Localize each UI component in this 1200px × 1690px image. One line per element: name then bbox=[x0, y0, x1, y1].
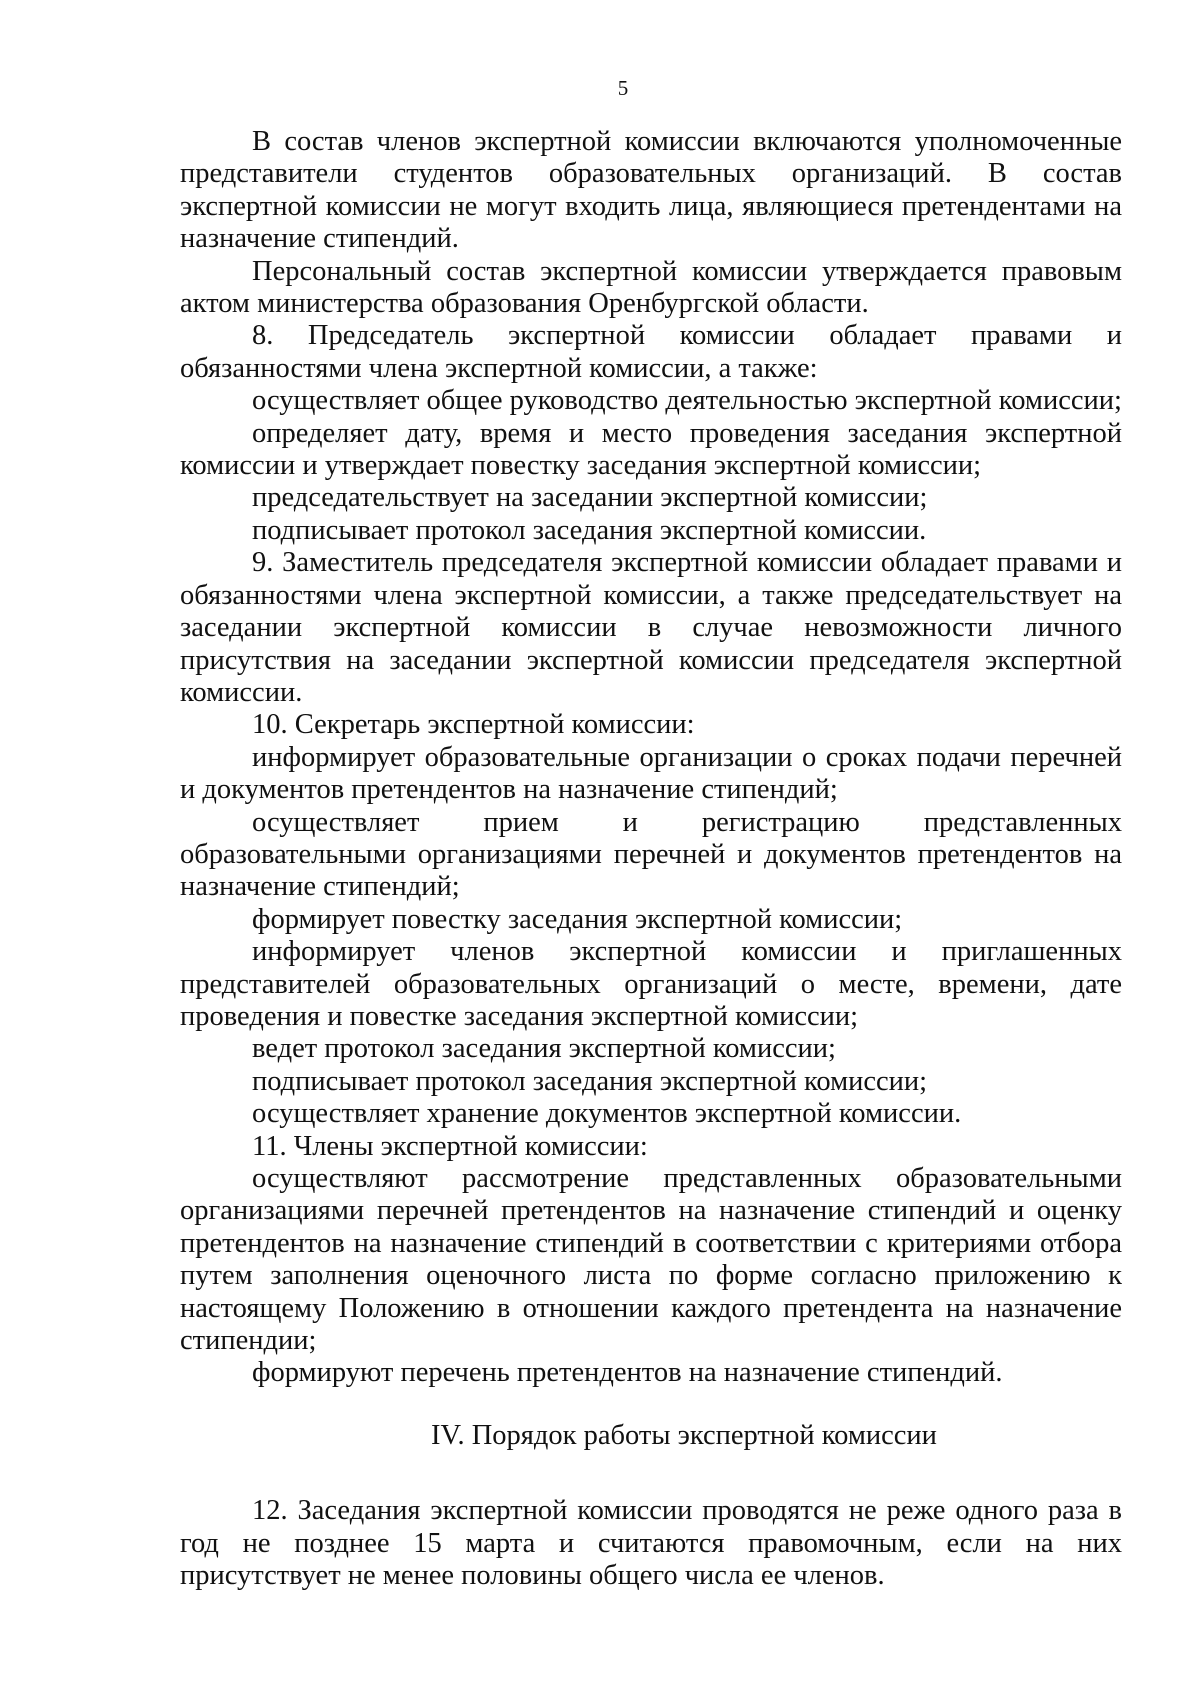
paragraph-secretary-duty-register-documents: осуществляет прием и регистрацию представленных образовательными организациями перечней и документов претендентов на назначение стипендий; bbox=[180, 806, 1122, 903]
page-number: 5 bbox=[617, 76, 629, 100]
paragraph-item-12-meetings: 12. Заседания экспертной комиссии проводятся не реже одного раза в год не позднее 15 марта и считаются правомочным, если на них присутствует не менее половины общего числа ее членов. bbox=[180, 1495, 1122, 1592]
paragraph-secretary-duty-agenda: формирует повестку заседания экспертной комиссии; bbox=[252, 903, 903, 935]
paragraph-chairman-duty-general-management: осуществляет общее руководство деятельностью экспертной комиссии; bbox=[252, 385, 1122, 417]
paragraph-chairman-duty-sign-protocol: подписывает протокол заседания экспертной комиссии. bbox=[252, 514, 927, 546]
paragraph-secretary-duty-sign-protocol: подписывает протокол заседания экспертной комиссии; bbox=[252, 1065, 928, 1097]
document-body bbox=[180, 126, 1122, 1592]
paragraph-secretary-duty-inform-members: информирует членов экспертной комиссии и приглашенных представителей образовательных организаций о месте, времени, дате проведения и повестке заседания экспертной комиссии; bbox=[180, 936, 1122, 1032]
paragraph-members-duty-form-list: формируют перечень претендентов на назначение стипендий. bbox=[252, 1357, 1003, 1389]
paragraph-item-8-chairman: 8. Председатель экспертной комиссии обладает правами и обязанностями члена экспертной комиссии, а также: bbox=[180, 320, 1122, 384]
paragraph-secretary-duty-keep-protocol: ведет протокол заседания экспертной комиссии; bbox=[252, 1033, 836, 1065]
paragraph-commission-composition: В состав членов экспертной комиссии включаются уполномоченные представители студентов образовательных организаций. В состав экспертной комиссии не могут входить лица, являющиеся претендентами на назначение стипендий. bbox=[180, 126, 1122, 255]
paragraph-secretary-duty-store-documents: осуществляет хранение документов экспертной комиссии. bbox=[252, 1098, 962, 1130]
paragraph-members-duty-review: осуществляют рассмотрение представленных образовательными организациями перечней претендентов на назначение стипендий и оценку претендентов на назначение стипендий в соответствии с критериями отбора путем заполнения оценочного листа по форме согласно приложению к настоящему Положению в отношении каждого претендента на назначение стипендии; bbox=[180, 1163, 1122, 1357]
paragraph-item-11-members: 11. Члены экспертной комиссии: bbox=[252, 1130, 648, 1162]
paragraph-chairman-duty-preside: председательствует на заседании экспертной комиссии; bbox=[252, 482, 928, 514]
paragraph-secretary-duty-inform-deadlines: информирует образовательные организации о сроках подачи перечней и документов претендентов на назначение стипендий; bbox=[180, 741, 1122, 806]
section-heading: IV. Порядок работы экспертной комиссии bbox=[431, 1419, 937, 1451]
paragraph-personal-composition: Персональный состав экспертной комиссии утверждается правовым актом министерства образования Оренбургской области. bbox=[180, 255, 1122, 320]
paragraph-item-9-deputy-chairman: 9. Заместитель председателя экспертной комиссии обладает правами и обязанностями члена экспертной комиссии, а также председательствует на заседании экспертной комиссии в случае невозможности личного присутствия на заседании экспертной комиссии председателя экспертной комиссии. bbox=[180, 547, 1122, 708]
paragraph-item-10-secretary: 10. Секретарь экспертной комиссии: bbox=[252, 709, 695, 741]
paragraph-chairman-duty-schedule: определяет дату, время и место проведения заседания экспертной комиссии и утверждает повестку заседания экспертной комиссии; bbox=[180, 417, 1122, 482]
